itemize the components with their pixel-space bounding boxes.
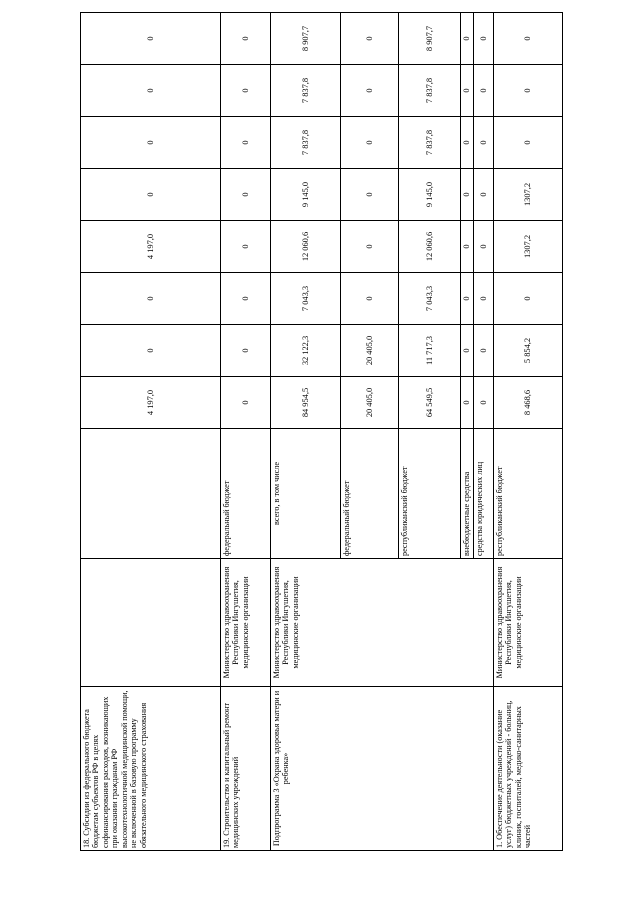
executor-cell: [81, 559, 221, 687]
value-cell: 0: [494, 117, 563, 169]
value-cell: 0: [221, 273, 271, 325]
value-cell: 20 405,0: [341, 377, 399, 429]
budget-table: [80, 12, 563, 851]
executor-cell: Министерство здравоохранения Республики Ингушетия, медицинские организации: [221, 559, 271, 687]
value-cell: 0: [474, 273, 494, 325]
value-cell: 0: [341, 221, 399, 273]
value-cell: 0: [494, 65, 563, 117]
value-cell: 32 122,3: [271, 325, 341, 377]
value-cell: 0: [221, 325, 271, 377]
table-row: [81, 13, 221, 851]
source-cell: [81, 429, 221, 559]
value-cell: 0: [461, 377, 474, 429]
value-cell: 0: [461, 117, 474, 169]
value-cell: 0: [81, 65, 221, 117]
value-cell: 0: [221, 13, 271, 65]
row-name-cell: 1. Обеспечение деятельности (оказание услуг) бюджетных учреждений - больниц, клиник, госпиталей, медико-санитарных частей: [494, 687, 563, 851]
value-cell: 4 197,0: [81, 377, 221, 429]
value-cell: 9 145,0: [271, 169, 341, 221]
value-cell: 0: [341, 13, 399, 65]
value-cell: 0: [221, 169, 271, 221]
value-cell: 9 145,0: [399, 169, 461, 221]
value-cell: 0: [474, 13, 494, 65]
value-cell: 1307,2: [494, 169, 563, 221]
value-cell: 0: [81, 325, 221, 377]
value-cell: 7 837,8: [399, 65, 461, 117]
source-cell: республиканский бюджет: [494, 429, 563, 559]
value-cell: 7 837,8: [271, 65, 341, 117]
value-cell: 7 837,8: [271, 117, 341, 169]
value-cell: 0: [474, 221, 494, 273]
value-cell: 0: [341, 169, 399, 221]
rotated-table-frame: [80, 17, 562, 851]
value-cell: 8 907,7: [399, 13, 461, 65]
source-cell: всего, в том числе: [271, 429, 341, 559]
value-cell: 0: [221, 117, 271, 169]
value-cell: 12 060,6: [271, 221, 341, 273]
row-name-cell: 18. Субсидии из федерального бюджета бюджетам субъектов РФ в целях софинансирования расходов, возникающих при оказании гражданам РФ высокотехнологичной медицинской помощи, не включенной в базовую программу обязательного медицинского страхования: [81, 687, 221, 851]
value-cell: 7 043,3: [271, 273, 341, 325]
value-cell: 8 468,6: [494, 377, 563, 429]
value-cell: 0: [461, 65, 474, 117]
value-cell: 0: [81, 169, 221, 221]
value-cell: 0: [341, 273, 399, 325]
value-cell: 0: [461, 325, 474, 377]
value-cell: 0: [221, 377, 271, 429]
value-cell: 0: [474, 117, 494, 169]
source-cell: федеральный бюджет: [221, 429, 271, 559]
value-cell: 0: [341, 65, 399, 117]
value-cell: 20 405,0: [341, 325, 399, 377]
value-cell: 0: [461, 13, 474, 65]
value-cell: 0: [461, 221, 474, 273]
executor-cell: Министерство здравоохранения Республики Ингушетия, медицинские организации: [494, 559, 563, 687]
value-cell: 0: [494, 13, 563, 65]
value-cell: 7 837,8: [399, 117, 461, 169]
value-cell: 0: [461, 273, 474, 325]
executor-cell: Министерство здравоохранения Республики Ингушетия, медицинские организации: [271, 559, 494, 687]
value-cell: 0: [494, 273, 563, 325]
value-cell: 8 907,7: [271, 13, 341, 65]
value-cell: 11 717,3: [399, 325, 461, 377]
value-cell: 84 954,5: [271, 377, 341, 429]
value-cell: 0: [221, 65, 271, 117]
value-cell: 0: [461, 169, 474, 221]
source-cell: федеральный бюджет: [341, 429, 399, 559]
source-cell: внебюджетные средства: [461, 429, 474, 559]
value-cell: 0: [221, 221, 271, 273]
value-cell: 64 549,5: [399, 377, 461, 429]
subprogram-title-cell: Подпрограмма 3 «Охрана здоровья матери и ребенка»: [271, 687, 494, 851]
source-cell: средства юридических лиц: [474, 429, 494, 559]
table-row: [494, 13, 563, 851]
value-cell: 0: [341, 117, 399, 169]
value-cell: 5 854,2: [494, 325, 563, 377]
value-cell: 0: [81, 273, 221, 325]
value-cell: 12 060,6: [399, 221, 461, 273]
value-cell: 7 043,3: [399, 273, 461, 325]
value-cell: 0: [81, 13, 221, 65]
value-cell: 0: [474, 169, 494, 221]
value-cell: 0: [474, 377, 494, 429]
value-cell: 0: [474, 65, 494, 117]
table-row: [271, 13, 341, 851]
value-cell: 4 197,0: [81, 221, 221, 273]
value-cell: 0: [474, 325, 494, 377]
table-row: [221, 13, 271, 851]
source-cell: республиканский бюджет: [399, 429, 461, 559]
row-name-cell: 19. Строительство и капитальный ремонт медицинских учреждений: [221, 687, 271, 851]
value-cell: 1307,2: [494, 221, 563, 273]
value-cell: 0: [81, 117, 221, 169]
